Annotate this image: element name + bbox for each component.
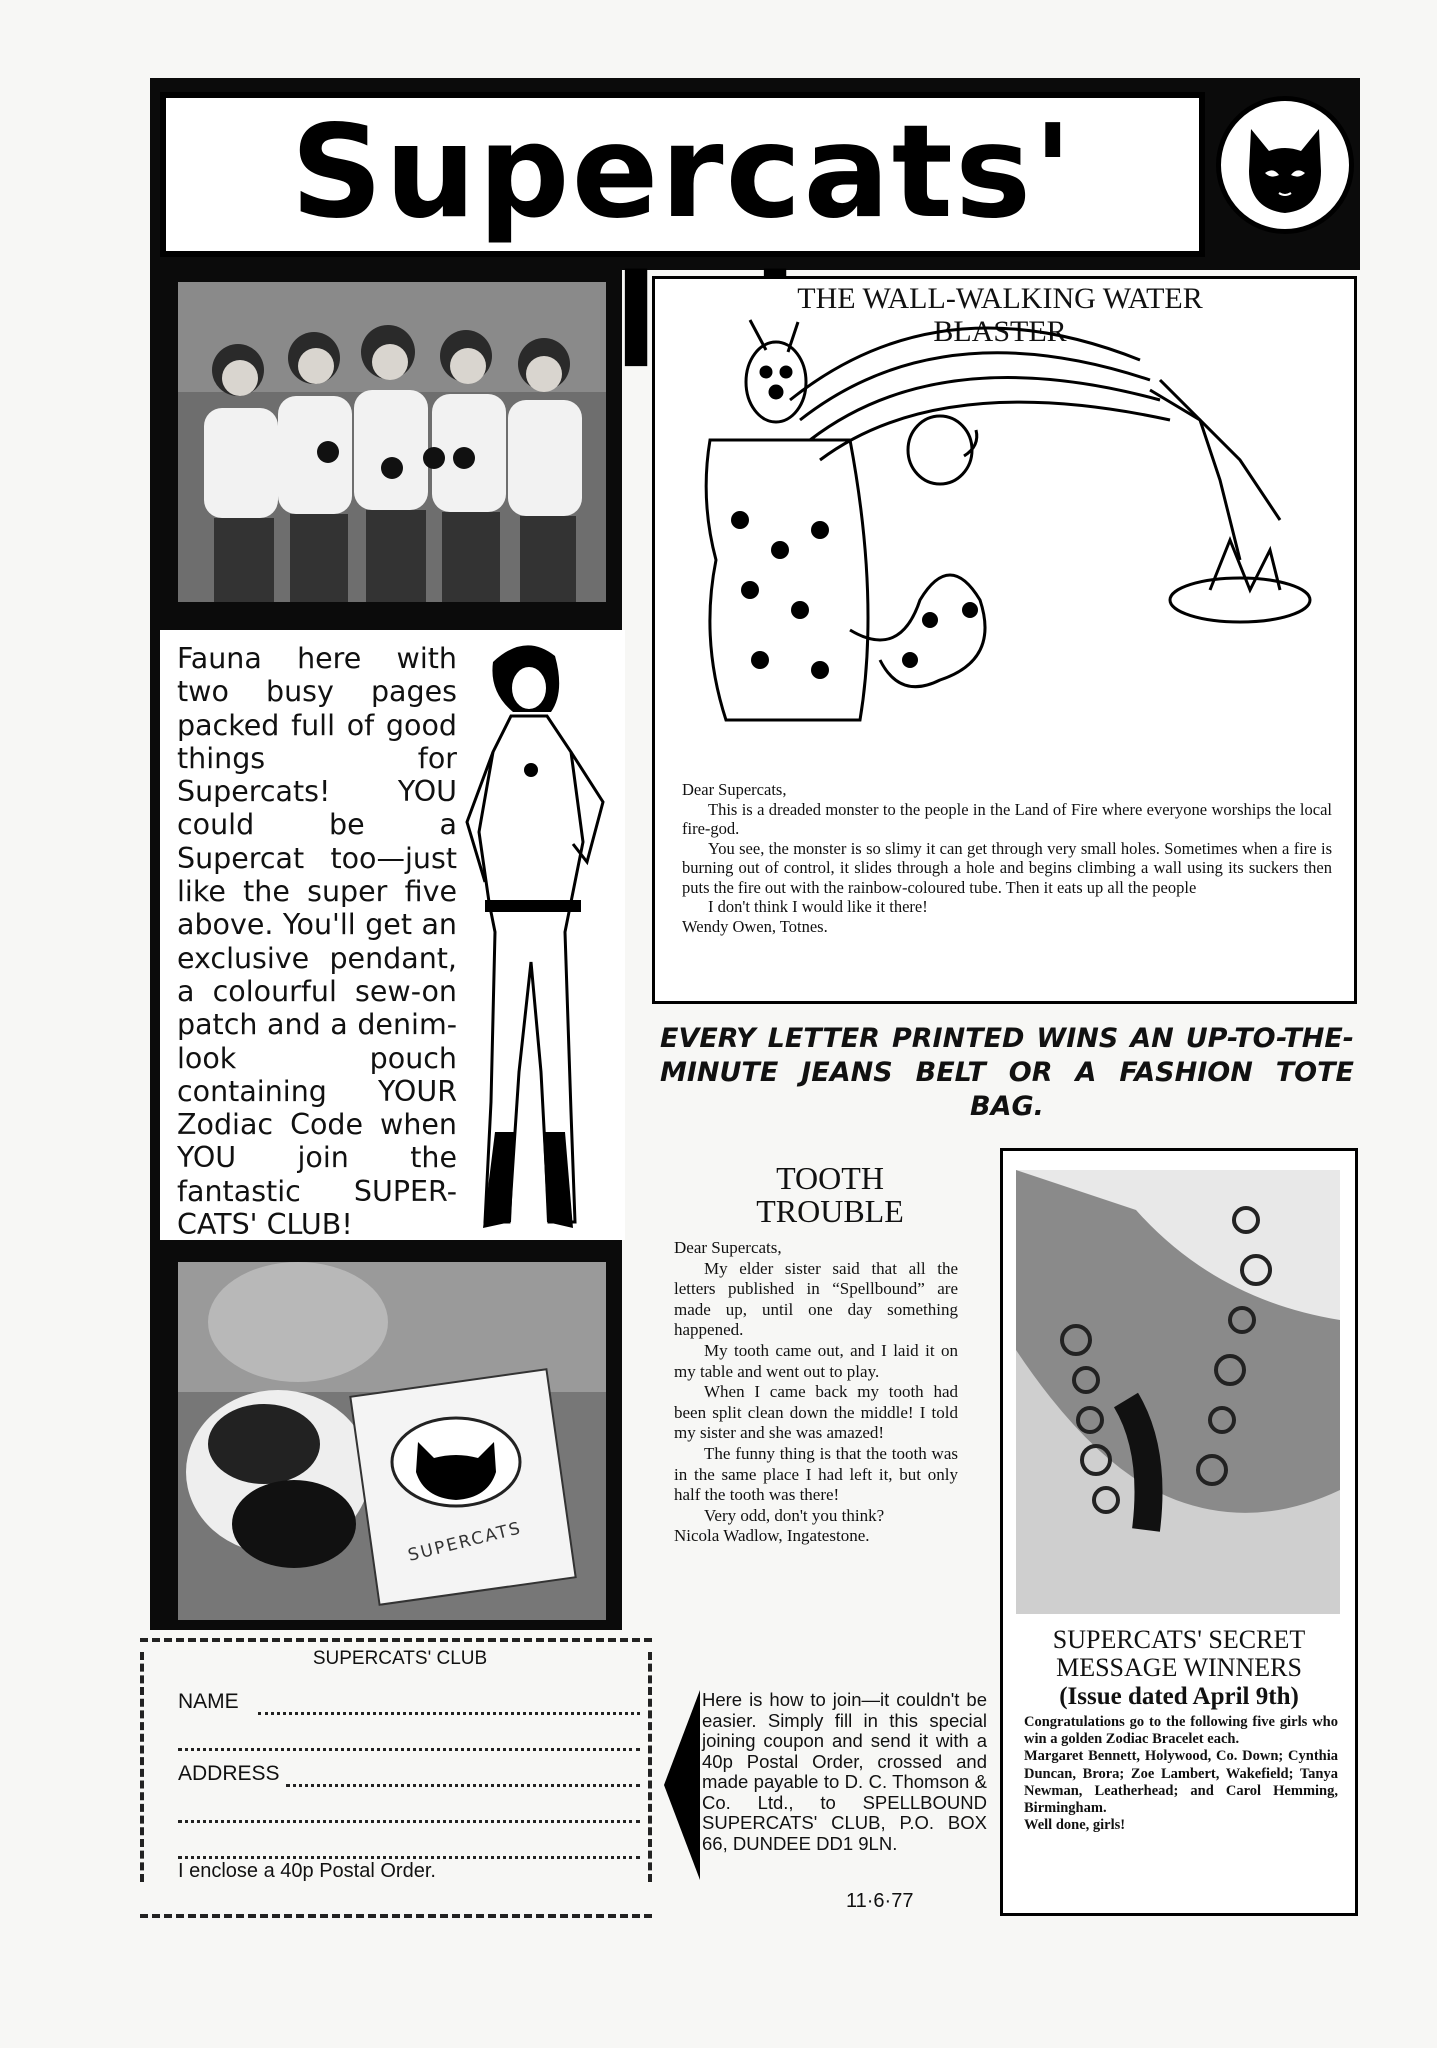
tooth-greeting: Dear Supercats,: [674, 1238, 782, 1257]
coupon-address-label: ADDRESS: [178, 1762, 280, 1785]
winners-issue: (Issue dated April 9th): [1059, 1683, 1299, 1710]
tooth-title-line1: TOOTH: [776, 1160, 884, 1196]
club-title: Supercats': [160, 92, 1205, 257]
coupon-border-left: [140, 1652, 144, 1882]
fauna-intro-text: Fauna here with two busy pages packed full of good things for Supercats! YOU could be a Supercat too—just like the super five above. You'll get an exclusive pendant, a colourful sew-on patch and a denim-look pouch containing YOUR Zodiac Code when YOU join the fantastic SUPER-CATS' CLUB!: [177, 642, 457, 1242]
coupon-address-field[interactable]: [286, 1784, 640, 1787]
coupon-border-right: [648, 1652, 652, 1882]
water-blaster-signature: Wendy Owen, Totnes.: [682, 916, 828, 936]
water-blaster-title-line1: THE WALL-WALKING WATER: [797, 282, 1203, 315]
winners-names: Margaret Bennett, Holywood, Co. Down; Cynthia Duncan, Brora; Zoe Lambert, Wakefield; Tanya Newman, Leatherhead; and Carol Hemming, Birmingham.: [1024, 1748, 1338, 1817]
monster-drawing: [680, 300, 1340, 740]
water-blaster-para1: This is a dreaded monster to the people in the Land of Fire where everyone worships the local fire-god.: [682, 799, 1332, 838]
coupon-name-field-2[interactable]: [178, 1748, 640, 1751]
tooth-para5: Very odd, don't you think?: [704, 1505, 885, 1525]
fauna-illustration: [455, 632, 615, 1238]
bracelet-photo: [1016, 1170, 1340, 1614]
winners-intro: Congratulations go to the following five girls who win a golden Zodiac Bracelet each.: [1024, 1714, 1338, 1748]
how-to-join-text: Here is how to join—it couldn't be easier. Simply fill in this special joining coupon and send it with a 40p Postal Order, crossed and made payable to D. C. Thomson & Co. Ltd., to SPELLBOUND SUPERCATS' CLUB, P.O. BOX 66, DUNDEE DD1 9LN.: [702, 1689, 987, 1854]
water-blaster-para2: You see, the monster is so slimy it can get through very small holes. Sometimes when a fire is burning out of control, it slides through a hole and begins climbing a wall using its suckers then puts the fire out with the rainbow-coloured tube. Then it eats up all the people: [682, 838, 1332, 897]
arrow-left-icon: [664, 1690, 700, 1880]
coupon-title: SUPERCATS' CLUB: [312, 1648, 488, 1669]
winners-details: [1024, 1714, 1338, 1834]
water-blaster-title-line2: BLASTER: [933, 315, 1067, 348]
winners-title: [1004, 1626, 1354, 1711]
water-blaster-para3: I don't think I would like it there!: [708, 897, 928, 916]
winners-closing: Well done, girls!: [1024, 1817, 1126, 1834]
patch-photo: [178, 1262, 606, 1620]
coupon-enclose-text: I enclose a 40p Postal Order.: [178, 1860, 436, 1882]
issue-date: 11·6·77: [846, 1890, 914, 1912]
tooth-title-line2: TROUBLE: [756, 1193, 904, 1229]
group-photo: [178, 282, 606, 602]
water-blaster-greeting: Dear Supercats,: [682, 780, 787, 799]
coupon-name-label: NAME: [178, 1690, 239, 1713]
tooth-letter: [674, 1238, 958, 1547]
coupon-name-field[interactable]: [258, 1712, 640, 1715]
tooth-title: [700, 1162, 960, 1228]
tooth-para1: My elder sister said that all the letters published in “Spellbound” are made up, until one day something happened.: [674, 1258, 958, 1340]
coupon-address-field-2[interactable]: [178, 1820, 640, 1823]
tooth-signature: Nicola Wadlow, Ingatestone.: [674, 1526, 870, 1546]
prize-banner: EVERY LETTER PRINTED WINS AN UP-TO-THE-MINUTE JEANS BELT OR A FASHION TOTE BAG.: [660, 1023, 1354, 1122]
tooth-para3: When I came back my tooth had been split clean down the middle! I told my sister and she was amazed!: [674, 1382, 958, 1443]
patch-label: SUPERCATS: [406, 1518, 524, 1566]
cat-logo-icon: [1216, 96, 1354, 234]
water-blaster-letter: [682, 780, 1332, 936]
tooth-para4: The funny thing is that the tooth was in the same place I had left it, but only half the tooth was there!: [674, 1443, 958, 1505]
winners-title-line1: SUPERCATS' SECRET: [1052, 1625, 1306, 1654]
tooth-para2: My tooth came out, and I laid it on my table and went out to play.: [674, 1340, 958, 1381]
winners-title-line2: MESSAGE WINNERS: [1056, 1653, 1302, 1682]
coupon-address-field-3[interactable]: [178, 1856, 640, 1859]
